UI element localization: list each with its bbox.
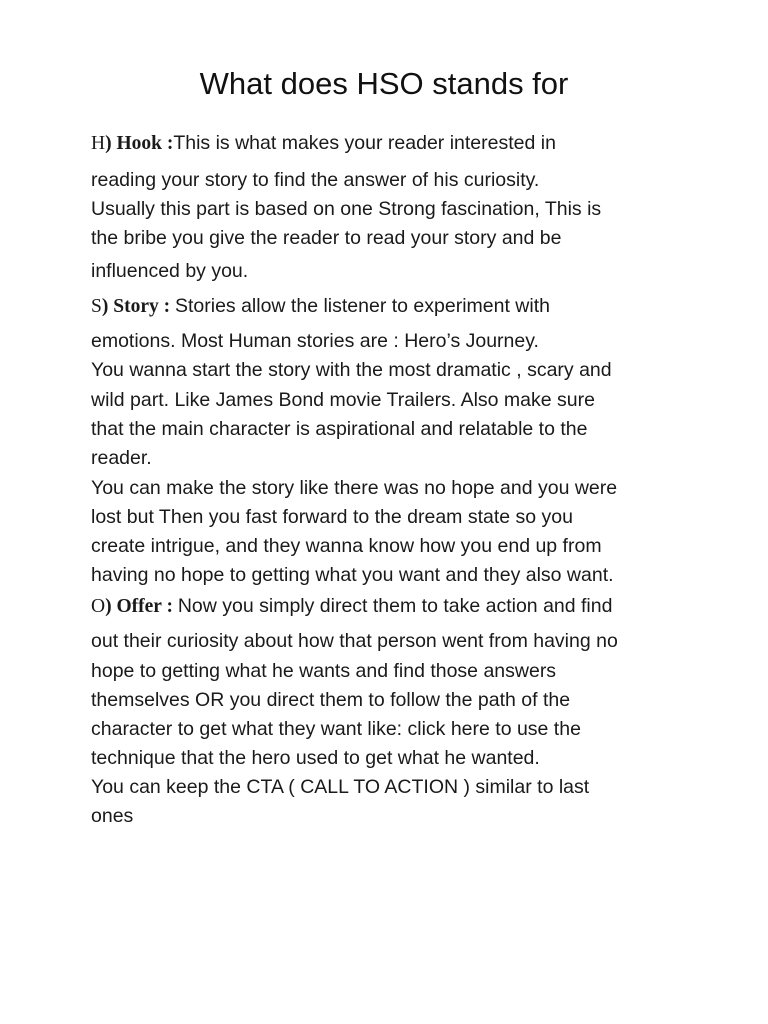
section-story-line: lost but Then you fast forward to the dream state so you [91,506,573,528]
section-offer-line: themselves OR you direct them to follow the path of the [91,689,571,711]
section-story-line: create intrigue, and they wanna know how you end up from [91,535,602,557]
section-story-line: You can make the story like there was no hope and you were [91,477,618,499]
section-hook-first-line: This is what makes your reader interested in [173,132,556,154]
section-story-heading-line [91,293,550,320]
section-offer-line: ones [91,805,134,827]
section-offer-letter: O [91,596,106,617]
section-offer-label-text: ) Offer : [105,596,178,617]
section-story-line: reader. [91,447,152,469]
section-offer-first-line: Now you simply direct them to take action and find [177,595,613,617]
section-offer-line: character to get what they want like: click here to use the [91,718,581,740]
section-hook-label [91,133,173,154]
section-story-first-line: Stories allow the listener to experiment with [174,295,550,317]
section-story-line: emotions. Most Human stories are : Hero’s Journey. [91,330,539,352]
section-hook-line: Usually this part is based on one Strong fascination, This is [91,198,602,220]
section-hook-letter: H [91,133,106,154]
section-offer-heading-line [91,593,612,620]
section-story-label-text: ) Story : [101,296,175,317]
section-story-line: that the main character is aspirational and relatable to the [91,418,588,440]
section-story-line: You wanna start the story with the most dramatic , scary and [91,359,612,381]
section-hook-line: the bribe you give the reader to read your story and be [91,227,562,249]
section-offer-line: technique that the hero used to get what he wanted. [91,747,540,769]
section-offer-line: hope to getting what he wants and find those answers [91,660,557,682]
section-offer-label [91,596,178,617]
section-hook-line: influenced by you. [91,260,249,282]
section-hook-line: reading your story to find the answer of his curiosity. [91,169,540,191]
section-story-line: having no hope to getting what you want and they also want. [91,564,614,586]
section-hook-label-text: ) Hook : [105,133,174,154]
section-offer-line: out their curiosity about how that person went from having no [91,630,618,652]
section-story-line: wild part. Like James Bond movie Trailers. Also make sure [91,389,595,411]
section-story-letter: S [91,296,102,317]
section-hook-heading-line [91,130,556,157]
page-title: What does HSO stands for [199,66,569,101]
section-story-label [91,296,175,317]
section-offer-line: You can keep the CTA ( CALL TO ACTION ) similar to last [91,776,590,798]
